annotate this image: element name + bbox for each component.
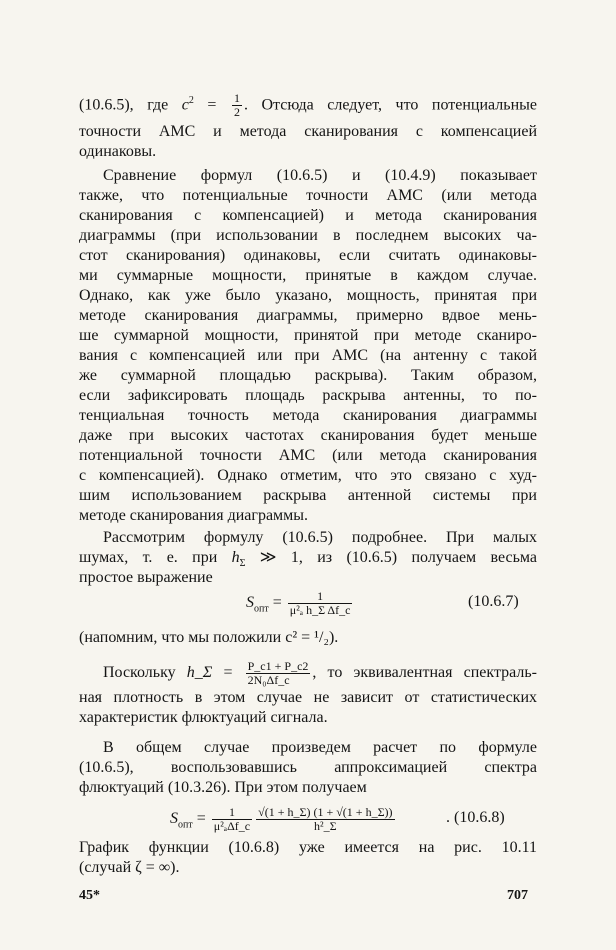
fraction-numerator: P_c1 + P_c2 bbox=[247, 659, 309, 673]
math-variable: S bbox=[246, 594, 254, 612]
math-variable: S bbox=[170, 810, 178, 828]
fraction-denominator: 2N₀Δf_c bbox=[247, 673, 290, 687]
paragraph-3-line-3: простое выражение bbox=[79, 569, 213, 586]
text-run: шумах, т. е. при bbox=[79, 549, 232, 566]
equation-fraction bbox=[288, 590, 353, 617]
fraction-one-half bbox=[232, 92, 242, 119]
math-subscript: Σ bbox=[239, 558, 246, 570]
fraction-denominator: μ²ₐΔf_c bbox=[213, 819, 251, 833]
math-equals: = bbox=[212, 664, 244, 682]
math-variable: h_Σ bbox=[186, 664, 213, 682]
paragraph-2-line: диаграммы (при использовании в последнем высоких ча- bbox=[79, 227, 537, 244]
paragraph-2-line: Сравнение формул (10.6.5) и (10.4.9) показывает bbox=[103, 167, 537, 184]
text-run: из (10.6.5) получаем весьма bbox=[317, 549, 537, 566]
text-run: , то эквивалентная спектраль- bbox=[312, 664, 538, 682]
equation-fraction bbox=[256, 806, 394, 833]
text-run: . Отсюда следует, что потенциальные bbox=[243, 96, 537, 114]
paragraph-1-line-1 bbox=[79, 91, 537, 119]
paragraph-2-line: Однако, как уже было указано, мощность, принятая при bbox=[79, 287, 537, 304]
paragraph-2-line: сканирования с компенсацией) и метода сканирования bbox=[79, 207, 537, 224]
paragraph-5-line: В общем случае произведем расчет по формуле bbox=[103, 739, 537, 756]
page-number: 707 bbox=[507, 888, 528, 903]
equation-fraction bbox=[212, 806, 252, 833]
signature-mark: 45* bbox=[79, 888, 100, 903]
fraction-denominator: 2 bbox=[233, 105, 240, 120]
paragraph-2-line: методе сканирования диаграммы. bbox=[79, 507, 309, 524]
paragraph-4-line-2: ная плотность в этом случае не зависит от статистических bbox=[79, 689, 537, 706]
paragraph-2-line: даже при высоких частотах сканирования будет меньше bbox=[79, 427, 537, 444]
fraction-denominator: μ²ₐ h_Σ Δf_c bbox=[289, 603, 351, 617]
math-subscript: опт bbox=[178, 819, 193, 831]
paragraph-1-line-3: одинаковы. bbox=[79, 143, 157, 160]
equation-number: . (10.6.8) bbox=[446, 809, 505, 826]
equation-10-6-8 bbox=[170, 806, 397, 835]
paragraph-3-line-1: Рассмотрим формулу (10.6.5) подробнее. При малых bbox=[103, 529, 537, 546]
paragraph-2-line: потенциальной точности АМС (или метода сканирования bbox=[79, 447, 537, 464]
paragraph-2-line: методе сканирования диаграммы, примерно вдвое мень- bbox=[79, 307, 537, 324]
paragraph-4-line-1 bbox=[103, 660, 537, 687]
paragraph-2-line: с компенсацией). Однако отметим, что это связано с худ- bbox=[79, 467, 537, 484]
paragraph-2-line: тенциальная точность метода сканирования диаграммы bbox=[79, 407, 537, 424]
paragraph-2-line: ми суммарные мощности, принятые в каждом случае. bbox=[79, 267, 537, 284]
math-variable: c bbox=[181, 96, 189, 114]
paragraph-5-line: флюктуаций (10.3.26). При этом получаем bbox=[79, 779, 367, 796]
fraction-numerator: √(1 + h_Σ) (1 + √(1 + h_Σ)) bbox=[258, 805, 393, 819]
paragraph-1-line-2: точности АМС и метода сканирования с компенсацией bbox=[79, 123, 537, 140]
text-run: (10.6.5), где bbox=[79, 96, 182, 114]
text-run: Поскольку bbox=[103, 664, 187, 682]
math-superscript: 2 bbox=[188, 95, 194, 106]
paragraph-6-line: (случай ζ = ∞). bbox=[79, 859, 180, 876]
fraction-numerator: 1 bbox=[288, 590, 353, 604]
fraction-denominator: h²_Σ bbox=[314, 819, 337, 833]
equation-fraction bbox=[246, 660, 311, 687]
paragraph-5-line: (10.6.5), воспользовавшись аппроксимацией спектра bbox=[79, 759, 537, 776]
fraction-numerator: 1 bbox=[233, 91, 240, 106]
equation-10-6-7 bbox=[246, 590, 354, 619]
fraction-numerator: 1 bbox=[212, 806, 252, 820]
paragraph-4-line-3: характеристик флюктуаций сигнала. bbox=[79, 709, 328, 726]
math-variable: h bbox=[231, 549, 240, 566]
math-equals: = bbox=[192, 810, 210, 828]
paragraph-2-line: стот сканирования) одинаковы, если считать одинаковы- bbox=[79, 247, 537, 264]
recall-line: (напомним, что мы положили c² = ¹/₂). bbox=[79, 629, 339, 646]
math-equals: = bbox=[193, 96, 230, 114]
paragraph-2-line: вания с компенсацией или при АМС (на антенну с такой bbox=[79, 347, 537, 364]
paragraph-2-line: если зафиксировать площадь раскрыва антенны, то по- bbox=[79, 387, 537, 404]
equation-number: (10.6.7) bbox=[468, 593, 519, 610]
paragraph-2-line: шим использованием раскрыва антенной системы при bbox=[79, 487, 537, 504]
math-relation: ≫ 1, bbox=[245, 549, 318, 566]
paragraph-2-line: ше суммарной мощности, принятой при методе сканиро- bbox=[79, 327, 537, 344]
math-equals: = bbox=[268, 594, 286, 612]
paragraph-2-line: же суммарной площадью раскрыва). Таким образом, bbox=[79, 367, 537, 384]
paragraph-2-line: также, что потенциальные точности АМС (или метода bbox=[79, 187, 537, 204]
paragraph-6-line: График функции (10.6.8) уже имеется на рис. 10.11 bbox=[79, 839, 537, 856]
math-subscript: опт bbox=[254, 603, 269, 615]
